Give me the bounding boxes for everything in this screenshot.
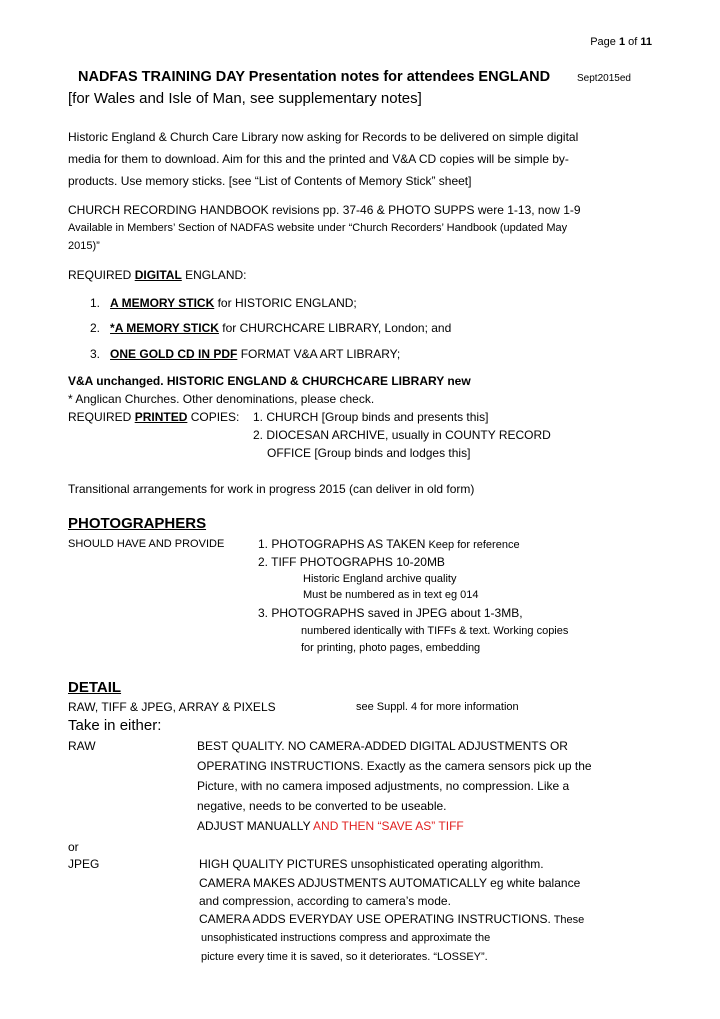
page-number: Page 1 of 11 (590, 36, 652, 48)
required-printed-heading: REQUIRED PRINTED COPIES: (68, 410, 240, 424)
anglican-note: * Anglican Churches. Other denominations, please check. (68, 392, 375, 406)
raw-line-4: negative, needs to be converted to be useable. (197, 799, 447, 813)
required-digital-heading: REQUIRED DIGITAL ENGLAND: (68, 268, 247, 282)
take-in-heading: Take in either: (68, 717, 162, 734)
photographers-heading: PHOTOGRAPHERS (68, 515, 207, 532)
required-item-1: 1. A MEMORY STICK for HISTORIC ENGLAND; (90, 296, 357, 310)
va-note: V&A unchanged. HISTORIC ENGLAND & CHURCHCARE LIBRARY new (68, 374, 471, 388)
photo-item-3-note-1: numbered identically with TIFFs & text. Working copies (301, 625, 569, 637)
detail-subtitle: RAW, TIFF & JPEG, ARRAY & PIXELS (68, 700, 276, 714)
printed-item-1: 1. CHURCH [Group binds and presents this] (253, 410, 489, 424)
or-label: or (68, 840, 79, 854)
jpeg-line-3: and compression, according to camera’s mode. (199, 894, 451, 908)
printed-item-2a: 2. DIOCESAN ARCHIVE, usually in COUNTY RECORD (253, 428, 551, 442)
document-title: NADFAS TRAINING DAY Presentation notes for attendees ENGLAND (78, 69, 551, 85)
intro-line-1: Historic England & Church Care Library now asking for Records to be delivered on simple digital (68, 130, 579, 144)
photo-item-1: 1. PHOTOGRAPHS AS TAKEN Keep for reference (258, 537, 520, 551)
jpeg-line-1: HIGH QUALITY PICTURES unsophisticated operating algorithm. (199, 857, 544, 871)
subtitle: [for Wales and Isle of Man, see supplementary notes] (68, 90, 422, 107)
photo-item-3-note-2: for printing, photo pages, embedding (301, 642, 481, 654)
raw-line-3: Picture, with no camera imposed adjustments, no compression. Like a (197, 779, 570, 793)
printed-item-2b: OFFICE [Group binds and lodges this] (267, 446, 471, 460)
raw-label: RAW (68, 739, 96, 753)
jpeg-line-5: unsophisticated instructions compress and approximate the (201, 932, 491, 944)
jpeg-line-6: picture every time it is saved, so it deteriorates. “LOSSEY”. (201, 951, 488, 963)
jpeg-line-2: CAMERA MAKES ADJUSTMENTS AUTOMATICALLY eg white balance (199, 876, 581, 890)
raw-line-1: BEST QUALITY. NO CAMERA-ADDED DIGITAL ADJUSTMENTS OR (197, 739, 568, 753)
transitional-note: Transitional arrangements for work in progress 2015 (can deliver in old form) (68, 482, 475, 496)
detail-heading: DETAIL (68, 679, 122, 696)
handbook-line-3: 2015)” (68, 240, 100, 252)
handbook-line-1: CHURCH RECORDING HANDBOOK revisions pp. 37-46 & PHOTO SUPPS were 1-13, now 1-9 (68, 203, 581, 217)
jpeg-line-4: CAMERA ADDS EVERYDAY USE OPERATING INSTRUCTIONS. These (199, 912, 585, 926)
raw-line-2: OPERATING INSTRUCTIONS. Exactly as the camera sensors pick up the (197, 759, 592, 773)
photographers-label: SHOULD HAVE AND PROVIDE (68, 538, 225, 550)
photo-item-3: 3. PHOTOGRAPHS saved in JPEG about 1-3MB, (258, 606, 523, 620)
raw-adjust-line: ADJUST MANUALLY AND THEN “SAVE AS” TIFF (197, 819, 464, 833)
see-suppl-note: see Suppl. 4 for more information (356, 701, 519, 713)
photo-item-2-note-1: Historic England archive quality (303, 573, 457, 585)
edition-label: Sept2015ed (577, 73, 631, 84)
photo-item-2-note-2: Must be numbered as in text eg 014 (303, 589, 479, 601)
intro-line-2: media for them to download. Aim for this and the printed and V&A CD copies will be simple by- (68, 152, 569, 166)
required-item-2: 2. *A MEMORY STICK for CHURCHCARE LIBRARY, London; and (90, 321, 452, 335)
photo-item-2: 2. TIFF PHOTOGRAPHS 10-20MB (258, 555, 445, 569)
intro-line-3: products. Use memory sticks. [see “List of Contents of Memory Stick” sheet] (68, 174, 472, 188)
required-item-3: 3. ONE GOLD CD IN PDF FORMAT V&A ART LIBRARY; (90, 347, 401, 361)
jpeg-label: JPEG (68, 857, 100, 871)
handbook-line-2: Available in Members’ Section of NADFAS website under “Church Recorders’ Handbook (updated May (68, 222, 568, 234)
